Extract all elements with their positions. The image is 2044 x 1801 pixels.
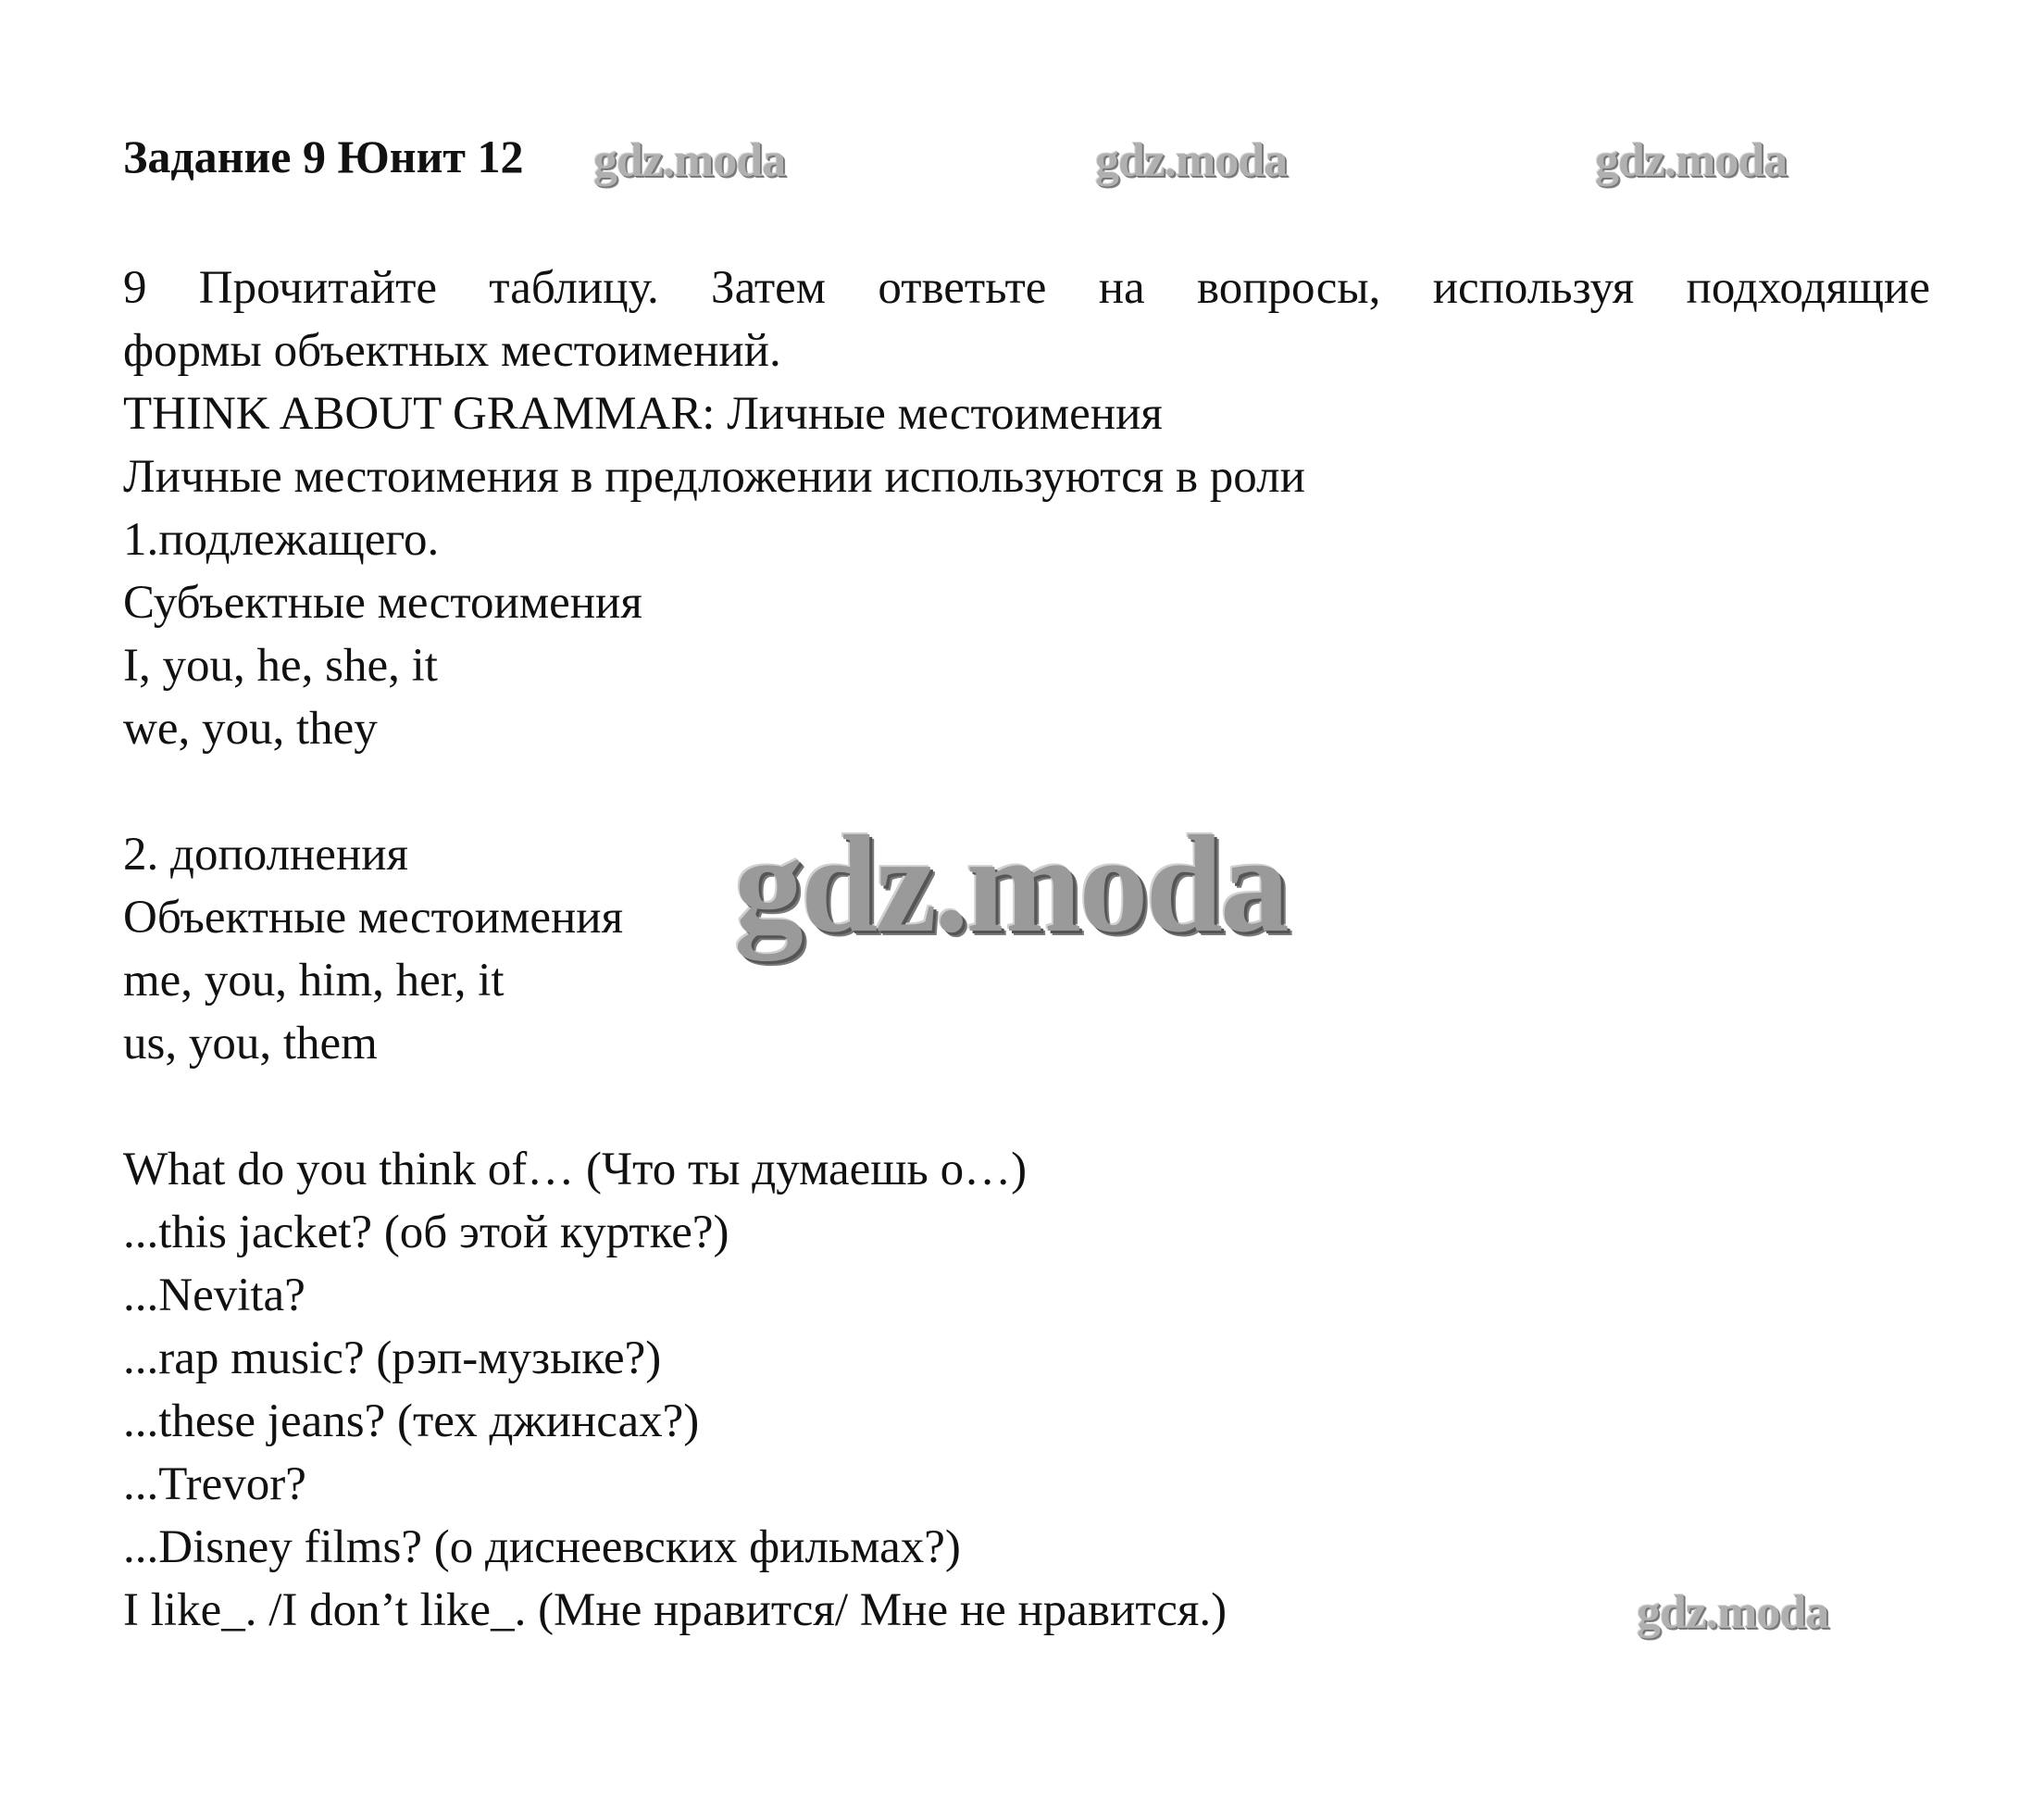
subject-role: 1.подлежащего. bbox=[123, 514, 440, 566]
question-item: ...this jacket? (об этой куртке?) bbox=[123, 1207, 729, 1258]
questions-lead: What do you think of… (Что ты думаешь о…) bbox=[123, 1144, 1028, 1195]
watermark-header-3: gdz.moda bbox=[1595, 134, 1788, 187]
object-role: 2. дополнения bbox=[123, 829, 408, 881]
watermark-header-2: gdz.moda bbox=[1095, 134, 1288, 187]
grammar-heading: THINK ABOUT GRAMMAR: Личные местоимения bbox=[123, 388, 1163, 440]
subject-label: Субъектные местоимения bbox=[123, 577, 642, 629]
question-item: ...Nevita? bbox=[123, 1269, 305, 1321]
task-instruction-line-1: 9 Прочитайте таблицу. Затем ответьте на вопросы, используя подходящие bbox=[123, 262, 1930, 314]
subject-pronouns-row-1: I, you, he, she, it bbox=[123, 640, 438, 692]
subject-pronouns-row-2: we, you, they bbox=[123, 703, 378, 755]
task-instruction-line-2: формы объектных местоимений. bbox=[123, 325, 781, 377]
question-item: ...Disney films? (о диснеевских фильмах?) bbox=[123, 1521, 961, 1573]
question-item: ...these jeans? (тех джинсах?) bbox=[123, 1395, 700, 1447]
page-title: Задание 9 Юнит 12 bbox=[123, 131, 524, 182]
watermark-bottom: gdz.moda bbox=[1637, 1586, 1829, 1639]
question-item: ...Trevor? bbox=[123, 1458, 306, 1510]
watermark-header-1: gdz.moda bbox=[593, 134, 786, 187]
watermark-center: gdz.moda bbox=[734, 807, 1287, 961]
object-label: Объектные местоимения bbox=[123, 892, 624, 944]
object-pronouns-row-1: me, you, him, her, it bbox=[123, 955, 505, 1007]
answer-pattern: I like_. /I don’t like_. (Мне нравится/ Мне не нравится.) bbox=[123, 1584, 1228, 1636]
object-pronouns-row-2: us, you, them bbox=[123, 1018, 378, 1069]
grammar-intro: Личные местоимения в предложении используются в роли bbox=[123, 451, 1305, 503]
question-item: ...rap music? (рэп-музыке?) bbox=[123, 1332, 662, 1384]
